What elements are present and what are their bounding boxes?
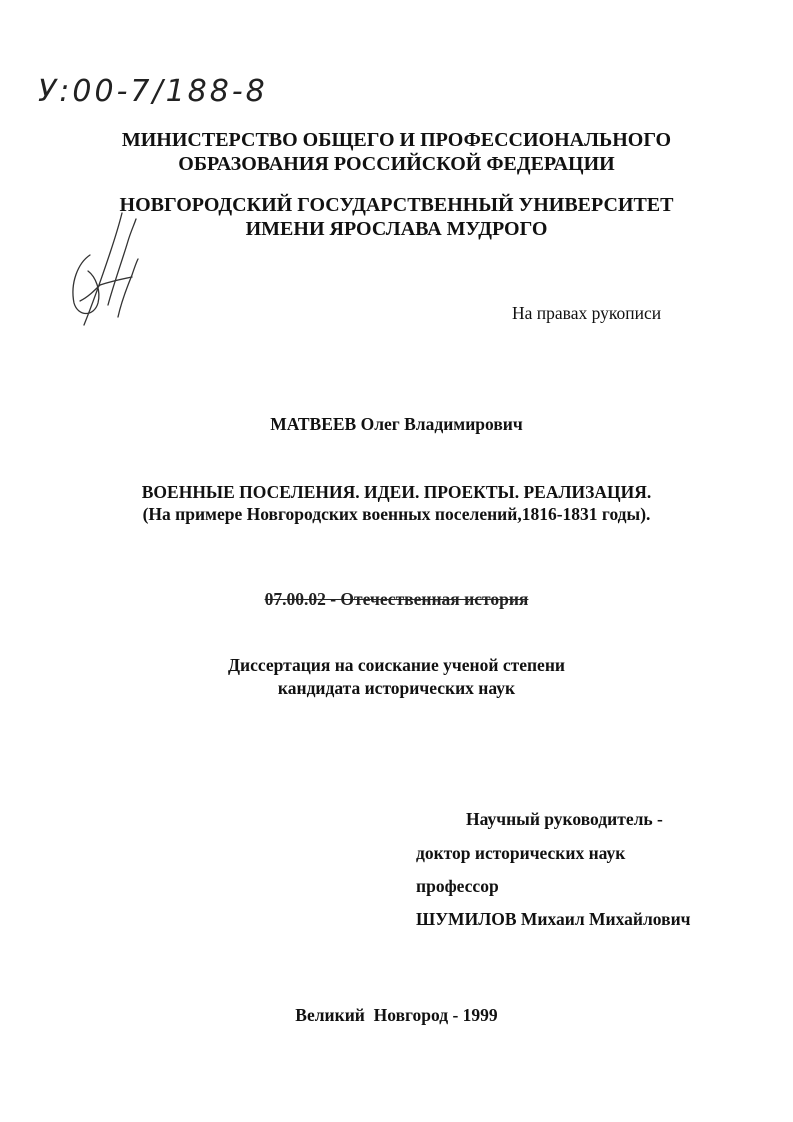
specialty-code: 07.00.02 - Отечественная история bbox=[264, 589, 529, 609]
ministry-line-2: ОБРАЗОВАНИЯ РОССИЙСКОЙ ФЕДЕРАЦИИ bbox=[178, 153, 615, 175]
ministry-line-1: МИНИСТЕРСТВО ОБЩЕГО И ПРОФЕССИОНАЛЬНОГО bbox=[121, 129, 672, 151]
dissertation-title-line-2: (На примере Новгородских военных поселений,1816-1831 годы). bbox=[142, 504, 651, 524]
supervisor-name: ШУМИЛОВ Михаил Михайлович bbox=[416, 909, 691, 929]
supervisor-degree: доктор исторических наук bbox=[416, 843, 626, 863]
archive-code: У:00-7/188-8 bbox=[38, 74, 268, 109]
author-name: МАТВЕЕВ Олег Владимирович bbox=[270, 414, 523, 434]
supervisor-label: Научный руководитель - bbox=[466, 809, 663, 829]
university-line-2: ИМЕНИ ЯРОСЛАВА МУДРОГО bbox=[245, 218, 548, 240]
place-and-year: Великий Новгород - 1999 bbox=[295, 1005, 498, 1025]
supervisor-rank: профессор bbox=[416, 876, 499, 896]
signature-mark bbox=[60, 205, 145, 335]
dissertation-title-line-1: ВОЕННЫЕ ПОСЕЛЕНИЯ. ИДЕИ. ПРОЕКТЫ. РЕАЛИЗАЦИЯ. bbox=[141, 482, 652, 502]
university-line-1: НОВГОРОДСКИЙ ГОСУДАРСТВЕННЫЙ УНИВЕРСИТЕТ bbox=[119, 194, 674, 216]
degree-line-2: кандидата исторических наук bbox=[277, 678, 516, 698]
degree-line-1: Диссертация на соискание ученой степени bbox=[228, 655, 565, 675]
manuscript-note: На правах рукописи bbox=[512, 303, 662, 323]
